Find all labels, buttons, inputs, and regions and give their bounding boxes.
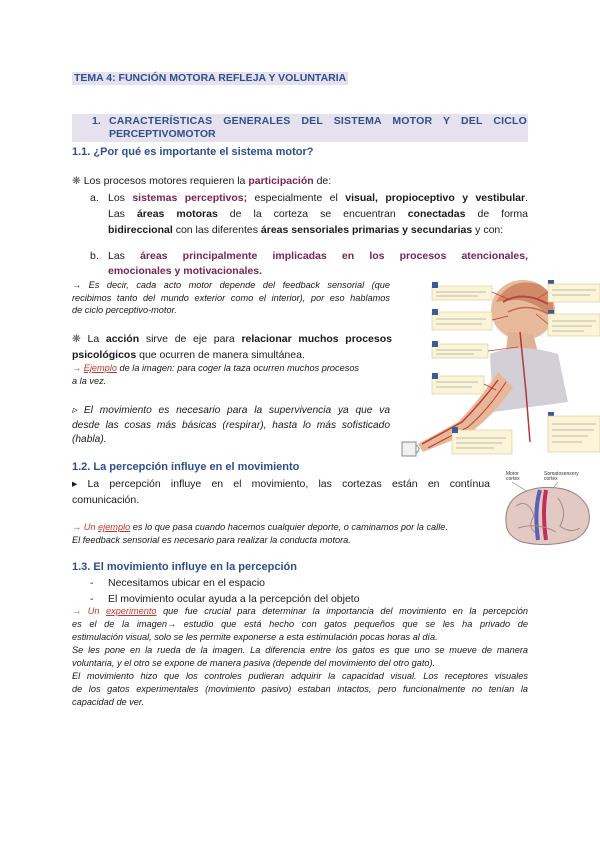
section-1-line2: PERCEPTIVOMOTOR <box>109 128 216 140</box>
bullet-icon: ❋ <box>72 333 88 345</box>
paragraph-movement: ▹ El movimiento es necesario para la supervivencia ya que va desde las cosas más básicas (respirar), hasta lo más sofisticado (habla). <box>72 405 390 445</box>
note-experiment: → Un experimento que fue crucial para determinar la importancia del movimiento en la percepción es el de la imagen→ estudio que está hecho con gatos pequeños que se les ha privado de estimulación visual, solo se les permite exponerse a esta estimulación pocas horas al día. Se les pone en la rueda de la imagen. La diferencia entre los gatos es que uno se mueve de manera voluntaria, y el otro se expone de manera pasiva (depende del movimiento del otro gato). El movimiento hizo que los controles pudieran adquirir la capacidad visual. Los receptores visuales de los gatos experimentales (movimiento pasivo) estaban intactos, pero funcionalmente no tenían la capacidad de ver. <box>72 606 528 707</box>
list-item: - Necesitamos ubicar en el espacio <box>90 577 265 589</box>
section-1-heading <box>72 114 528 142</box>
list-item-b-label: b. <box>90 250 99 262</box>
dash-list <box>90 577 360 606</box>
list-item: - El movimiento ocular ayuda a la percepción del objeto <box>90 593 360 605</box>
paragraph-perception: ▸ La percepción influye en el movimiento, las cortezas están en contínua comunicación. <box>72 478 490 506</box>
bullet-icon: ❋ <box>72 175 84 187</box>
subsection-1-2: 1.2. La percepción influye en el movimiento <box>72 461 300 473</box>
note-example-sport: → Un ejemplo es lo que pasa cuando hacemos cualquier deporte, o caminamos por la calle. El feedback sensorial es necesario para realizar la conducta motora. <box>72 522 448 545</box>
brain-label-motor: Motor cortex <box>506 471 520 482</box>
paragraph-participation: ❋ Los procesos motores requieren la participación de: <box>72 175 332 187</box>
section-1-number: 1. <box>92 115 101 127</box>
subsection-1-1: 1.1. ¿Por qué es importante el sistema motor? <box>72 146 314 158</box>
sensorimotor-illustration <box>398 272 600 467</box>
section-1-line1: CARACTERÍSTICAS GENERALES DEL SISTEMA MOTOR Y DEL CICLO <box>109 115 527 127</box>
brain-label-somatosensory: Somatosensory cortex <box>544 471 579 482</box>
brain-cortex-figure <box>498 472 596 552</box>
arm-brain-figure <box>398 272 600 467</box>
list-item-a-label: a. <box>90 192 99 204</box>
note-feedback: → Es decir, cada acto motor depende del feedback sensorial (que recibimos tanto del mundo exterior como el interior), por eso hablamos de ciclo perceptivo-motor. <box>72 280 390 315</box>
subsection-1-3: 1.3. El movimiento influye en la percepción <box>72 561 297 573</box>
note-example-cup: → Ejemplo de la imagen: para coger la taza ocurren muchos procesos a la vez. <box>72 363 360 386</box>
list-item-a: Los sistemas perceptivos; especialmente el visual, propioceptivo y vestibular. Las áreas motoras de la corteza se encuentran conectadas de forma bidireccional con las diferentes áreas sensoriales primarias y secundarias y con: <box>108 192 528 236</box>
paragraph-accion: ❋ La acción sirve de eje para relacionar muchos procesos psicológicos que ocurren de manera simultánea. <box>72 333 392 361</box>
doc-title: TEMA 4: FUNCIÓN MOTORA REFLEJA Y VOLUNTARIA <box>74 72 347 84</box>
list-item-b: Las áreas principalmente implicadas en los procesos atencionales, emocionales y motivacionales. <box>108 250 528 277</box>
